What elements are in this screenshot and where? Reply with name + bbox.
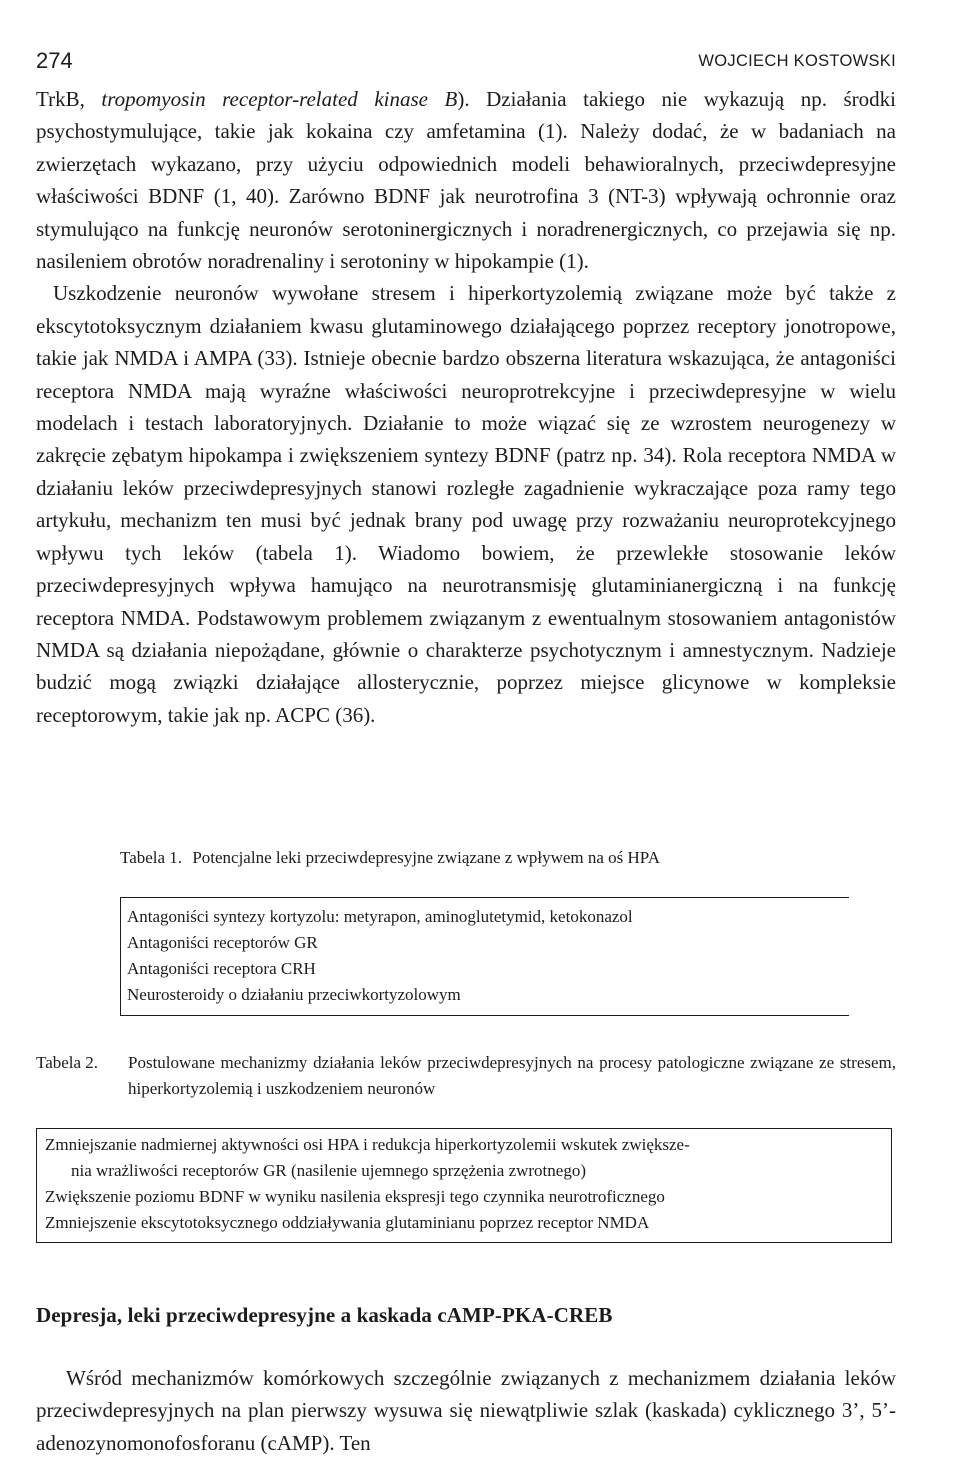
table-1-label: Tabela 1.: [120, 848, 183, 867]
table-1-row: Antagoniści receptorów GR: [127, 933, 318, 952]
table-2-label: Tabela 2.: [36, 1053, 99, 1072]
table-2-row-1-line-2: nia wrażliwości receptorów GR (nasilenie ujemnego sprzężenia zwrotnego): [71, 1161, 586, 1180]
section-paragraph: Wśród mechanizmów komórkowych szczególnie związanych z mechanizmem działania leków przeciwdepresyjnych na plan pierwszy wysuwa się niewątpliwie szlak (kaskada) cyklicznego 3’, 5’-adenozynomonofosforanu (cAMP). Ten: [36, 1366, 896, 1455]
table-2: [36, 1128, 892, 1243]
body-text: [36, 83, 896, 731]
table-1-row: Antagoniści receptora CRH: [127, 959, 316, 978]
table-1-row: Antagoniści syntezy kortyzolu: metyrapon, aminoglutetymid, ketokonazol: [127, 907, 633, 926]
table-2-row: [45, 1132, 891, 1184]
table-1-title: Potencjalne leki przeciwdepresyjne związane z wpływem na oś HPA: [192, 848, 660, 867]
running-head-author: WOJCIECH KOSTOWSKI: [698, 52, 896, 70]
table-1: [120, 897, 849, 1016]
running-head: [36, 48, 896, 78]
table-1-caption: [120, 846, 660, 870]
paragraph-2: Uszkodzenie neuronów wywołane stresem i hiperkortyzolemią związane może być także z ekscytotoksycznym działaniem kwasu glutaminowego działającego poprzez receptory jonotropowe, takie jak NMDA i AMPA (33). Istnieje obecnie bardzo obszerna literatura wskazująca, że antagoniści receptora NMDA mają wyraźne właściwości neuroprotrekcyjne i przeciwdepresyjne w wielu modelach i testach laboratoryjnych. Działanie to może wiązać się ze wzrostem neurogenezy w zakręcie zębatym hipokampa i zwiększeniem syntezy BDNF (patrz np. 34). Rola receptora NMDA w działaniu leków przeciwdepresyjnych stanowi rozległe zagadnienie wykraczające poza ramy tego artykułu, mechanizm ten musi być jednak brany pod uwagę przy rozważaniu neuroprotekcyjnego wpływu tych leków (tabela 1). Wiadomo bowiem, że przewlekłe stosowanie leków przeciwdepresyjnych wpływa hamująco na neurotransmisję glutaminianergiczną i na funkcję receptora NMDA. Podstawowym problemem związanym z ewentualnym stosowaniem antagonistów NMDA są działania niepożądane, głównie o charakterze psychotycznym i amnestycznym. Nadzieje budzić mogą związki działające allosterycznie, poprzez miejsce glicynowe w kompleksie receptorowym, takie jak np. ACPC (36).: [36, 281, 896, 727]
paragraph-1-italic-term: tropomyosin receptor-related kinase B: [101, 87, 458, 111]
paragraph-1-rest: ). Działania takiego nie wykazują np. środki psychostymulujące, takie jak kokaina czy amfetamina (1). Należy dodać, że w badaniach na zwierzętach wykazano, przy użyciu odpowiednich modeli behawioralnych, przeciwdepresyjne właściwości BDNF (1, 40). Zarówno BDNF jak neurotrofina 3 (NT-3) wpływają ochronnie oraz stymulująco na funkcję neuronów serotoninergicznych i noradrenergicznych, co przejawia się np. nasileniem obrotów noradrenaliny i serotoniny w hipokampie (1).: [36, 87, 896, 274]
table-2-row: Zwiększenie poziomu BDNF w wyniku nasilenia ekspresji tego czynnika neurotroficznego: [45, 1187, 665, 1206]
table-2-title: Postulowane mechanizmy działania leków przeciwdepresyjnych na procesy patologiczne związane ze stresem, hiperkortyzolemią i uszkodzeniem neuronów: [128, 1053, 896, 1098]
table-2-caption: [36, 1050, 896, 1102]
page-number: 274: [36, 48, 73, 73]
table-2-row-1-line-1: Zmniejszanie nadmiernej aktywności osi HPA i redukcja hiperkortyzolemii wskutek zwiększe-: [45, 1135, 690, 1154]
paragraph-1: [36, 83, 896, 277]
table-2-row: Zmniejszenie ekscytotoksycznego oddziaływania glutaminianu poprzez receptor NMDA: [45, 1213, 650, 1232]
table-1-row: Neurosteroidy o działaniu przeciwkortyzolowym: [127, 985, 461, 1004]
section-body: [36, 1362, 896, 1459]
section-heading: Depresja, leki przeciwdepresyjne a kaskada cAMP-PKA-CREB: [36, 1303, 613, 1327]
paragraph-1-lead: TrkB,: [36, 87, 102, 111]
